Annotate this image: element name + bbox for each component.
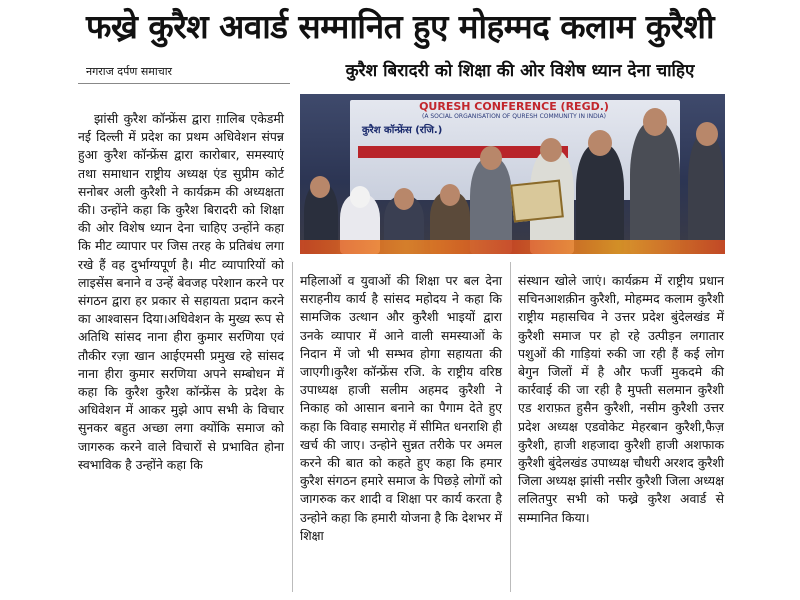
flower-garland [300,240,725,254]
byline: नगराज दर्पण समाचार [78,62,290,84]
banner-subtitle: (A SOCIAL ORGANISATION OF QURESH COMMUNITY IN INDIA) [421,113,606,120]
article-column-3: संस्थान खोले जाएं। कार्यक्रम में राष्ट्रीय प्रधान सचिनआशक़ीन कुरैशी, मोहम्मद कलाम कुरैशी राष्ट्रीय महासचिव ने उत्तर प्रदेश बुंदेलखंड में कुरैशी समाज पर हो रहे उत्पीड़न लगातार पशुओं की गाड़ियां रुकी जा रही हैं कई लोग बेगुन जिलों में है और फर्जी मुकदमे की कार्रवाई की जा रही है मुफ्ती सलमान कुरैशी एड शराफ़त हुसैन कुरैशी, नसीम कुरैशी उत्तर प्रदेश अध्यक्ष एडवोकेट मेहरबान कुरैशी,फैज़ कुरैशी, हाजी शहजादा कुरैशी हाजी अशफाक कुरैशी बुंदेलखंड उपाध्यक्ष चौधरी अरशद कुरैशी जिला अध्यक्ष झांसी नसीर कुरैशी जिला अध्यक्ष ललितपुर सभी को फख्रे कुरैश अवार्ड से सम्मानित किया। [518,273,724,525]
banner-hindi-text: कुरैश कॉन्फ्रेंस (रजि.) [362,125,443,136]
person-head [540,138,562,162]
subheadline: कुरैश बिरादरी को शिक्षा की ओर विशेष ध्यान देना चाहिए [345,61,695,81]
person-head [480,146,502,170]
person-head [643,108,667,136]
person-head [310,176,330,198]
column-divider [292,262,293,592]
column-divider [510,262,511,592]
article-column-1: झांसी कुरैश कॉन्फ्रेंस द्वारा ग़ालिब एकेडमी नई दिल्ली में प्रदेश का प्रथम अधिवेशन संपन्न हुआ कुरैश कॉन्फ्रेंस द्वारा कारोबार, समस्याएं तथा समाधान राष्ट्रीय अध्यक्ष एंड सुप्रीम कोर्ट सनोबर अली कुरैशी ने कार्यक्रम की अध्यक्षता की। उन्होंने कहा कि कुरैश बिरादरी को शिक्षा की ओर विशेष ध्यान देना चाहिए उन्होंने कहा कि मीट व्यापार पर जिस तरह के प्रतिबंध लगा रखे हैं वह दुर्भाग्यपूर्ण है। मीट व्यापारियों को लाइसेंस बनाने व उन्हें बेवजह परेशान करने पर संगठन द्वारा हर प्रकार से सहायता प्रदान करने का आश्वासन दिया।अधिवेशन के मुख्य रूप से अतिथि सांसद नाना हीरा कुमार सरणिया एवं तौकीर रज़ा खान आईएमसी प्रमुख रहे सांसद नाना हीरा कुमार सरणिया अपने सम्बोधन में कहा कि कुरैश कुरैश कॉन्फ्रेंस के प्रदेश के अधिवेशन में आकर मुझे आप सभी के विचार सुनकर बहुत अच्छा लगा क्योंकि समाज को जागरुक करने वाले विचारों से प्रभावित होना स्वभाविक है उन्होंने कहा कि [78,111,284,472]
news-photo [300,94,725,254]
person-head [696,122,718,146]
banner-stripe [358,146,568,158]
person-figure [576,144,624,254]
award-plaque [510,179,564,222]
banner-title: QURESH CONFERENCE (REGD.) [419,100,609,113]
person-figure [688,134,724,254]
headline: फख्रे कुरैश अवार्ड सम्मानित हुए मोहम्मद कलाम कुरैशी [85,7,715,46]
person-figure [630,122,680,254]
person-head [350,186,370,208]
article-column-2: महिलाओं व युवाओं की शिक्षा पर बल देना सराहनीय कार्य है सांसद महोदय ने कहा कि सामजिक उत्थान और कुरैशी भाइयों द्वारा उनके व्यापार में आने वाली समस्याओं के निदान में जो भी सम्भव होगा सहायता की जाएगी।कुरैश कॉन्फ्रेंस रजि. के राष्ट्रीय वरिष्ठ उपाध्यक्ष हाजी सलीम अहमद कुरैशी ने निकाह को आसान बनाने का पैगाम देते हुए कहा कि विवाह समारोह में सीमित धनराशि ही खर्च की जाए। उन्होने सुन्नत तरीके पर अमल करने की बात को कहते हुए कहा कि हमार कुरैश संगठन हमारे समाज के पिछड़े लोगों को जागरुक कर शादी व शिक्षा पर कार्य करता है उन्होने कहा कि हमारी योजना है कि देशभर में शिक्षा [300,273,502,543]
person-head [394,188,414,210]
person-head [588,130,612,156]
person-head [440,184,460,206]
